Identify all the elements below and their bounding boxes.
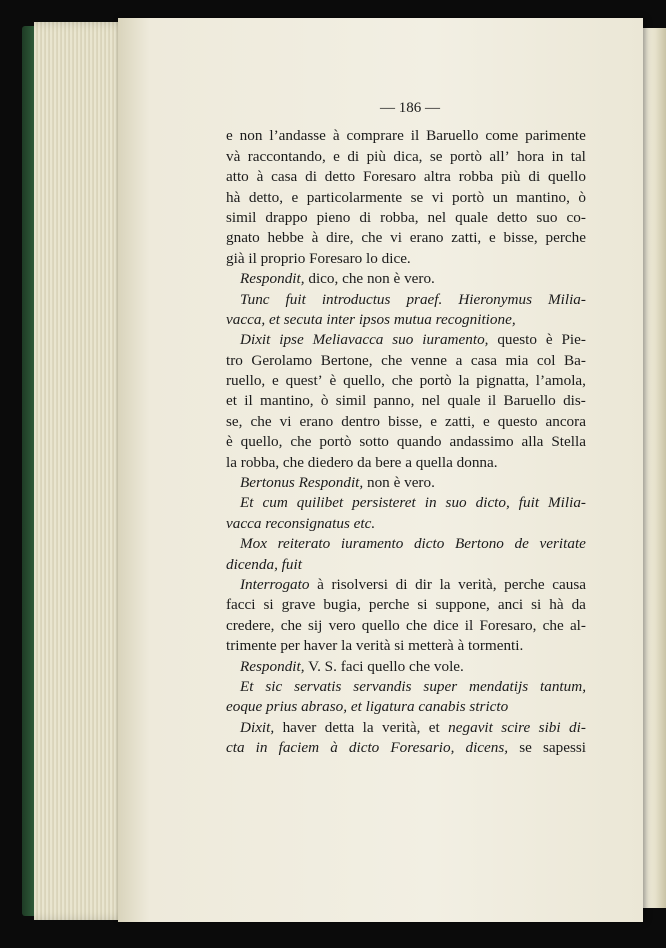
text-word: servandis [353, 677, 412, 695]
text-line [226, 269, 586, 289]
text-word: questo [497, 412, 538, 430]
text-word: Et [240, 494, 254, 512]
text-word: sapessi [542, 739, 586, 757]
text-run: trimente per haver la verità si metterà à tormenti. [226, 637, 524, 655]
text-word: ò [578, 188, 586, 206]
text-word: suppone, [435, 596, 490, 614]
text-word: robba [458, 168, 494, 186]
text-word: Ba- [563, 351, 586, 369]
text-line [226, 167, 586, 187]
text-word: e [272, 372, 279, 390]
text-run: dicenda, fuit [226, 555, 302, 573]
text-word: come [485, 127, 519, 145]
text-run: Bertonus Respondit, [240, 474, 364, 492]
text-line [226, 310, 586, 330]
text-word: più [366, 147, 386, 165]
text-word: praef. [406, 290, 443, 308]
text-line [226, 188, 586, 208]
text-word: quilibet [296, 494, 344, 512]
text-word: gnato [226, 229, 260, 247]
text-word: Gerolamo [251, 351, 313, 369]
text-word: il [244, 392, 253, 410]
text-word: quest’ [285, 372, 323, 390]
text-word: se [410, 188, 424, 206]
text-word: nel [421, 392, 441, 410]
text-word: parimente [525, 127, 586, 145]
text-word: che [361, 229, 383, 247]
text-word: è [545, 331, 553, 349]
text-run: la robba, che diedero da bere a quella donna. [226, 453, 498, 471]
text-word: che [405, 616, 428, 634]
text-line [226, 126, 586, 146]
text-word: alla [521, 433, 544, 451]
text-word: venne [410, 351, 448, 369]
text-word: casa [271, 168, 298, 186]
text-word: quello, [240, 433, 283, 451]
text-line [226, 371, 586, 391]
text-word: zatti, [451, 229, 482, 247]
text-line [226, 657, 586, 677]
text-word: quello [361, 616, 400, 634]
text-word: anci [497, 596, 524, 614]
text-word: Baruello [426, 127, 479, 145]
text-word: dicens, [465, 739, 509, 757]
text-word: panno, [373, 392, 415, 410]
text-word: Meliavacca [312, 331, 384, 349]
text-word: pieno [316, 208, 351, 226]
text-word: il [487, 392, 497, 410]
text-run: non è vero. [363, 474, 435, 492]
text-word: Bertono [454, 535, 504, 553]
text-word: Hieronymus [458, 290, 532, 308]
text-word: simil [335, 392, 367, 410]
text-word: Milia- [548, 290, 586, 308]
text-line [226, 330, 586, 350]
text-word: dir [415, 576, 432, 593]
text-word: in [255, 739, 268, 757]
text-word: dica, [393, 147, 423, 165]
text-word: non [239, 127, 263, 145]
facing-page-edge [640, 28, 666, 908]
text-word: dicto [348, 739, 380, 757]
text-word: che [280, 616, 302, 634]
text-word: col [536, 351, 556, 369]
text-word: questo [497, 331, 537, 349]
text-line [226, 249, 586, 269]
text-word: che [542, 616, 564, 634]
text-word: super [423, 677, 458, 695]
text-line [226, 697, 586, 717]
text-word: se [429, 147, 443, 165]
text-word: de [514, 535, 529, 553]
text-word: bugia, [323, 596, 361, 614]
text-word: drappo [265, 208, 308, 226]
text-word: sotto [359, 433, 389, 451]
text-word: suo [536, 208, 558, 226]
text-word: mantino, [516, 188, 570, 206]
text-word: Mox [240, 535, 267, 553]
text-line [226, 351, 586, 371]
text-word: tantum, [540, 677, 586, 695]
text-word: à [311, 229, 319, 247]
text-word: se [519, 739, 532, 757]
text-line [226, 738, 586, 758]
text-word: e [226, 127, 233, 145]
text-word: facci [226, 596, 256, 614]
text-line [226, 391, 586, 411]
text-word: un [492, 188, 508, 206]
text-word: al- [569, 616, 586, 634]
text-word: verità, [382, 718, 421, 736]
text-word: verità, [458, 576, 497, 593]
text-word: risolversi [331, 576, 388, 593]
text-word: hora [517, 147, 545, 165]
text-line [226, 514, 586, 534]
text-word: la [439, 576, 451, 593]
text-word: quello, [343, 372, 385, 390]
text-word: ipse [279, 331, 304, 349]
text-word: la [362, 718, 374, 736]
text-run: dico, che non è vero. [304, 270, 435, 288]
text-word: più [501, 168, 521, 186]
text-word: che [250, 412, 272, 430]
text-lines [226, 126, 586, 758]
text-word: à [317, 576, 324, 593]
page-number: — 186 — [380, 100, 440, 116]
text-word: simil [226, 208, 257, 226]
text-word: grave [281, 596, 316, 614]
text-word: dice [433, 616, 459, 634]
text-run: Respondit, [240, 270, 305, 288]
text-word: credere, [226, 616, 275, 634]
text-word: in [424, 494, 437, 512]
text-word: perche [504, 576, 545, 593]
text-word: causa [552, 576, 586, 593]
text-line [226, 290, 586, 310]
text-line [226, 636, 586, 656]
text-word: che [290, 433, 312, 451]
text-word: Interrogato [240, 576, 310, 593]
text-word: Foresaro [362, 168, 417, 186]
page-text [226, 98, 586, 759]
text-word: et [226, 392, 237, 410]
text-word: mantino, [260, 392, 314, 410]
text-word: bisse, [503, 229, 538, 247]
text-word: Tunc [240, 290, 270, 308]
text-word: detto [324, 168, 356, 186]
text-word: e [489, 229, 496, 247]
text-word: se, [226, 412, 243, 430]
text-line [226, 228, 586, 248]
text-word: di [359, 208, 372, 226]
text-word: vero [328, 616, 356, 634]
text-word: co- [566, 208, 586, 226]
text-word: vi [431, 188, 444, 206]
text-word: quale [455, 208, 488, 226]
text-word: servatis [294, 677, 342, 695]
text-word: atto [226, 168, 249, 186]
text-word: di [395, 576, 408, 593]
text-line [226, 595, 586, 615]
text-word: et [428, 718, 440, 736]
text-word: persisteret [352, 494, 416, 512]
text-word: ò [320, 392, 329, 410]
text-word: Foresario, [390, 739, 455, 757]
text-word: il [464, 616, 474, 634]
text-word: perche [368, 596, 410, 614]
text-run: Respondit, [240, 657, 305, 675]
text-word: che [391, 372, 413, 390]
text-line [226, 432, 586, 452]
text-word: dentro [341, 412, 381, 430]
text-line [226, 534, 586, 554]
text-word: l’andasse [269, 127, 326, 145]
text-word: hà [226, 188, 241, 206]
text-run: vacca reconsignatus etc. [226, 514, 376, 532]
text-word: à [332, 127, 340, 145]
text-word: Pie- [561, 331, 586, 349]
text-word: hebbe [267, 229, 304, 247]
text-word: pignatta, [476, 372, 529, 390]
text-word: reiterato [277, 535, 331, 553]
text-word: suo [445, 494, 467, 512]
text-word: vi [390, 229, 402, 247]
text-word: detto, [248, 188, 284, 206]
text-word: di- [569, 718, 586, 736]
text-line [226, 412, 586, 432]
text-word: tal [570, 147, 586, 165]
text-word: è [226, 433, 233, 451]
text-line [226, 718, 586, 738]
text-word: l’amola, [535, 372, 586, 390]
text-word: Dixit [240, 331, 271, 349]
text-line [226, 616, 586, 636]
text-word: Bertone, [320, 351, 373, 369]
text-word: sij [308, 616, 323, 634]
text-line [226, 493, 586, 513]
text-line [226, 453, 586, 473]
text-word: Milia- [548, 494, 586, 512]
text-word: di [347, 147, 360, 165]
text-word: haver [282, 718, 317, 736]
text-word: cta [226, 739, 245, 757]
text-word: dicto, [475, 494, 510, 512]
text-word: sibi [538, 718, 561, 736]
text-run: già il proprio Foresaro lo dice. [226, 249, 411, 267]
text-word: è [329, 372, 337, 390]
text-word: mia [505, 351, 529, 369]
text-word: in [551, 147, 564, 165]
text-word: à [330, 739, 338, 757]
text-word: a [455, 351, 463, 369]
text-word: e [291, 188, 299, 206]
text-word: sic [265, 677, 283, 695]
text-word: introductus [321, 290, 391, 308]
text-word: e [483, 412, 490, 430]
text-word: ruello, [226, 372, 266, 390]
text-word: e [430, 412, 438, 430]
text-word: raccontando, [247, 147, 326, 165]
text-word: và [226, 147, 241, 165]
text-word: iuramento, [422, 331, 489, 349]
text-line [226, 147, 586, 167]
text-word: fuit [285, 290, 306, 308]
text-word: il [410, 127, 420, 145]
text-run: eoque prius abraso, et ligatura canabis stricto [226, 698, 509, 716]
text-word: bisse, [388, 412, 423, 430]
text-word: dis- [563, 392, 586, 410]
text-line [226, 575, 586, 595]
text-word: da [571, 596, 586, 614]
text-word: suo [392, 331, 414, 349]
text-line [226, 208, 586, 228]
text-line [226, 473, 586, 493]
text-word: all’ [489, 147, 510, 165]
text-word: hà [549, 596, 564, 614]
text-word: dire, [326, 229, 354, 247]
text-word: cum [262, 494, 288, 512]
text-word: erano [299, 412, 334, 430]
text-word: portò [319, 433, 352, 451]
text-line [226, 555, 586, 575]
text-word: ancora [545, 412, 586, 430]
text-word: andassimo [449, 433, 514, 451]
text-line [226, 677, 586, 697]
text-word: detto [497, 208, 528, 226]
text-word: Et [240, 677, 254, 695]
text-word: di [305, 168, 317, 186]
text-word: tro [226, 351, 243, 369]
text-word: quando [396, 433, 442, 451]
text-word: scire [501, 718, 531, 736]
text-word: iuramento [340, 535, 404, 553]
text-word: portò [449, 147, 483, 165]
text-run: vacca, et secuta inter ipsos mutua recognitione, [226, 310, 516, 328]
text-word: casa [470, 351, 497, 369]
text-word: la [458, 372, 470, 390]
text-run: V. S. faci quello che vole. [304, 657, 464, 675]
text-word: e [333, 147, 340, 165]
text-word: zatti, [445, 412, 475, 430]
text-word: faciem [278, 739, 320, 757]
text-word: portò [419, 372, 452, 390]
text-word: comprare [346, 127, 404, 145]
text-word: mendatijs [469, 677, 529, 695]
text-word: altra [423, 168, 451, 186]
text-word: robba, [380, 208, 419, 226]
text-word: vi [279, 412, 292, 430]
text-word: Stella [551, 433, 586, 451]
text-word: si [531, 596, 542, 614]
text-word: veritate [539, 535, 586, 553]
text-word: perche [545, 229, 586, 247]
text-word: che [381, 351, 403, 369]
text-word: Foresaro, [479, 616, 537, 634]
text-word: detta [324, 718, 355, 736]
text-word: si [417, 596, 428, 614]
text-word: portò [452, 188, 485, 206]
text-word: à [256, 168, 264, 186]
text-word: quale [447, 392, 481, 410]
text-word: Dixit, [240, 718, 275, 736]
text-word: erano [409, 229, 444, 247]
text-word: fuit [518, 494, 540, 512]
text-word: nel [427, 208, 447, 226]
text-word: Baruello [503, 392, 556, 410]
text-word: particolarmente [306, 188, 403, 206]
text-word: negavit [448, 718, 493, 736]
text-word: di [528, 168, 541, 186]
text-word: si [263, 596, 274, 614]
text-word: dicto [413, 535, 445, 553]
text-word: quello [547, 168, 586, 186]
